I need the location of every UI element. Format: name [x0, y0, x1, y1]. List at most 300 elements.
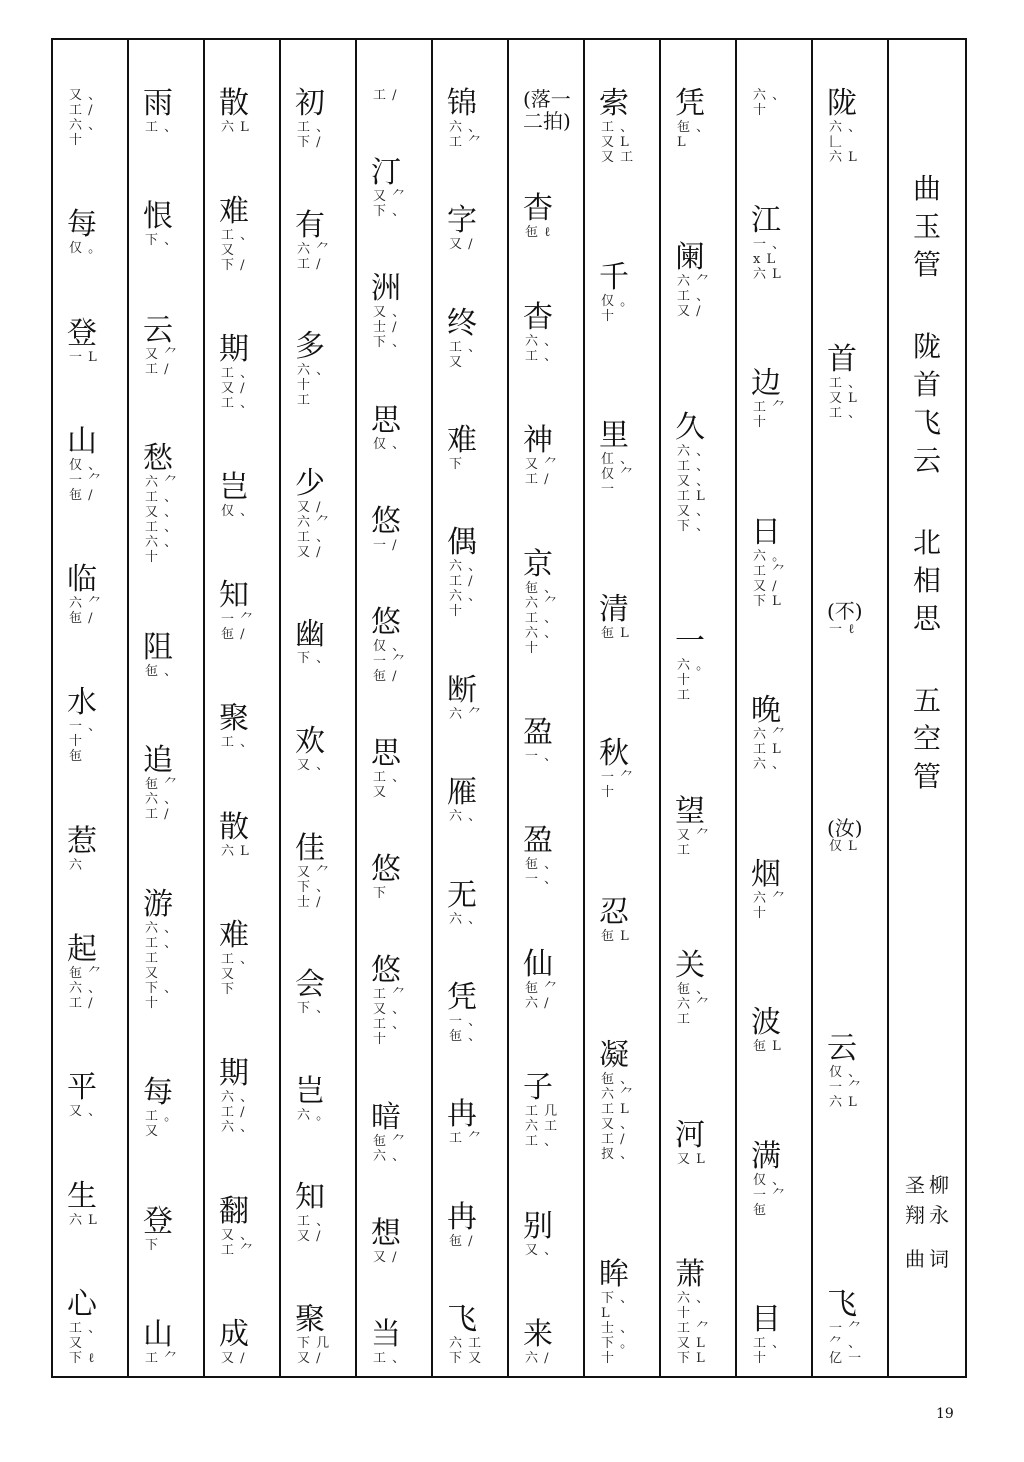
- gongche-notation: 六 、: [297, 363, 331, 379]
- gongche-notation: 六 、: [221, 1119, 255, 1135]
- lyric-char: 岂: [219, 470, 249, 506]
- title-char: 空: [912, 722, 941, 755]
- lyric-unit: [67, 1286, 103, 1366]
- score-column-7: [357, 40, 433, 1376]
- gongche-notation: 㐌 、: [601, 1072, 635, 1088]
- gongche-notation: 六 、: [69, 118, 103, 133]
- gongche-notation: 工 ⺈: [373, 987, 407, 1003]
- gongche-notation: 又: [449, 354, 464, 370]
- lyricist-credit: [929, 1170, 949, 1274]
- gongche-notation: 又 、: [297, 757, 331, 773]
- lyric-unit: [827, 88, 862, 165]
- gongche-notation: 又 工: [601, 150, 635, 165]
- lyric-unit: [371, 955, 406, 1047]
- lyric-unit: [447, 877, 483, 927]
- lyric-char: 水: [67, 685, 97, 721]
- gongche-notation: 十: [449, 604, 464, 620]
- gongche-notation: 又 ⺈: [677, 827, 711, 843]
- lyric-char: 雁: [447, 775, 477, 811]
- lyric-unit: [827, 1030, 863, 1110]
- gongche-notation: 十: [601, 308, 616, 324]
- lyric-unit: [675, 793, 711, 858]
- gongche-notation: 㐌 L: [601, 626, 630, 642]
- gongche-notation: 六 工: [525, 1119, 559, 1135]
- gongche-notation: 下 、: [297, 651, 331, 667]
- lyric-unit: [371, 88, 398, 103]
- gongche-notation: 下 、: [677, 518, 711, 534]
- lyric-unit: [371, 738, 406, 800]
- lyric-unit: [67, 823, 97, 873]
- lyric-char: 江: [751, 202, 781, 238]
- gongche-notation: 下: [145, 1237, 160, 1253]
- gongche-notation: 一 ⺈: [829, 1320, 863, 1336]
- gongche-notation: 工 /: [69, 103, 94, 118]
- gongche-notation: 工 /: [221, 1104, 246, 1120]
- gongche-notation: 下: [221, 981, 236, 997]
- lyric-char: 仙: [523, 946, 553, 982]
- gongche-notation: 十: [753, 415, 768, 430]
- gongche-notation: 十: [677, 1305, 692, 1321]
- gongche-notation: 十: [297, 378, 312, 394]
- lyric-char: 烟: [751, 856, 781, 892]
- gongche-notation: 又: [69, 1335, 84, 1351]
- gongche-notation: 工 、: [221, 396, 255, 412]
- gongche-notation: 工 、: [221, 951, 255, 967]
- lyric-unit: [295, 207, 331, 272]
- gongche-notation: 仜 、: [601, 452, 635, 468]
- score-column-8: [281, 40, 357, 1376]
- composer-credit: [905, 1170, 925, 1274]
- gongche-notation: 𠃊: [829, 135, 844, 150]
- lyric-unit: [295, 723, 331, 773]
- gongche-notation: 下 、: [373, 204, 407, 220]
- lyric-char: 岂: [295, 1073, 325, 1109]
- gongche-notation: 㐌: [69, 749, 84, 765]
- gongche-notation: 六 ⺈: [297, 241, 331, 257]
- title-line-3: [913, 524, 941, 638]
- gongche-notation: 一 L: [69, 349, 98, 365]
- gongche-notation: 工 、: [525, 348, 559, 364]
- gongche-notation: 十: [753, 103, 768, 118]
- title-char: 玉: [912, 210, 941, 243]
- lyric-char: 悠: [371, 953, 401, 989]
- lyric-char: 幽: [295, 617, 325, 653]
- lyric-char: 盈: [523, 714, 553, 750]
- gongche-notation: L: [677, 135, 687, 150]
- gongche-notation: 六 、: [677, 443, 711, 459]
- lyric-char: 凭: [675, 86, 705, 121]
- gongche-notation: 十: [69, 734, 84, 750]
- gongche-notation: 六 、: [753, 757, 787, 772]
- gongche-notation: 又 ⺈: [145, 346, 179, 362]
- gongche-notation: 又 、: [677, 503, 711, 519]
- lyric-char: 陇: [827, 86, 857, 121]
- gongche-notation: 十: [601, 1350, 616, 1366]
- lyric-char: (不): [827, 599, 863, 624]
- lyric-unit: [143, 88, 178, 135]
- gongche-notation: 㐌 、: [677, 120, 711, 135]
- gongche-notation: 一 ⺈: [753, 1187, 787, 1203]
- gongche-notation: 仅 。: [69, 241, 103, 257]
- gongche-notation: 一 ⺈: [221, 612, 255, 628]
- lyric-unit: [143, 1316, 179, 1366]
- gongche-notation: 十: [145, 995, 160, 1011]
- gongche-notation: 工 /: [373, 88, 398, 103]
- gongche-notation: 又 /: [297, 499, 322, 515]
- lyric-unit: [523, 1072, 558, 1149]
- gongche-notation: 工 、: [373, 770, 407, 786]
- lyric-unit: [219, 809, 250, 859]
- gongche-notation: 六 L: [221, 120, 250, 135]
- gongche-notation: 工 ⺈: [753, 400, 787, 415]
- lyric-unit: [599, 894, 630, 944]
- gongche-notation: 十: [145, 550, 160, 566]
- lyric-char: 会: [295, 967, 325, 1003]
- gongche-notation: 又 /: [221, 381, 246, 397]
- gongche-notation: 又 /: [297, 544, 322, 560]
- gongche-notation: 六 、: [449, 809, 483, 825]
- lyric-char: 知: [219, 578, 249, 614]
- gongche-notation: 又 /: [221, 1350, 246, 1366]
- gongche-notation: 六 L: [69, 1212, 98, 1228]
- gongche-notation: 士 、: [601, 1320, 635, 1336]
- gongche-notation: 下 、: [145, 980, 179, 996]
- gongche-notation: 㐌 ℓ: [525, 225, 552, 241]
- gongche-notation: 又 L: [601, 135, 630, 150]
- lyric-char: 思: [371, 736, 401, 772]
- lyric-char: 锦: [447, 86, 477, 121]
- lyric-char: 每: [67, 207, 97, 243]
- gongche-notation: 十: [677, 673, 692, 689]
- lyric-unit: [67, 209, 102, 256]
- gongche-notation: 工 、: [297, 1214, 331, 1230]
- score-frame: [51, 38, 967, 1378]
- gongche-notation: 六 L: [753, 266, 782, 282]
- lyric-char: 聚: [219, 701, 249, 737]
- lyric-char: 终: [447, 305, 477, 341]
- gongche-notation: 㐌: [753, 1202, 768, 1218]
- lyric-char: 别: [523, 1208, 553, 1244]
- gongche-notation: 下 又: [449, 1350, 483, 1366]
- gongche-notation: 士 /: [373, 320, 398, 336]
- lyric-unit: [219, 88, 250, 135]
- lyric-char: 期: [219, 1055, 249, 1091]
- lyric-char: 难: [219, 917, 249, 953]
- lyric-unit: [295, 969, 330, 1016]
- gongche-notation: 仅 L: [829, 838, 858, 854]
- gongche-notation: 仅 ⺈: [601, 467, 635, 483]
- gongche-notation: 仅 、: [69, 457, 103, 473]
- gongche-notation: 下 /: [221, 258, 246, 274]
- score-column-10: [129, 40, 205, 1376]
- lyric-unit: [675, 88, 710, 150]
- lyric-unit: [447, 527, 482, 619]
- gongche-notation: 又 L: [677, 1335, 706, 1351]
- lyric-char: 冉: [447, 1097, 477, 1133]
- lyric-unit: [143, 1077, 178, 1139]
- page-number: 19: [936, 1406, 954, 1422]
- lyric-unit: [295, 465, 331, 560]
- title-char: 柳: [929, 1173, 949, 1197]
- lyric-char: 雨: [143, 86, 173, 121]
- lyric-unit: [447, 1099, 482, 1146]
- title-char: 管: [912, 248, 941, 281]
- lyric-char: 山: [143, 1316, 173, 1352]
- lyric-unit: [371, 854, 401, 901]
- gongche-notation: 又: [145, 1124, 160, 1140]
- lyric-char: 悠: [371, 852, 401, 888]
- gongche-notation: 又 、: [69, 88, 103, 103]
- gongche-notation: 工 、: [69, 1320, 103, 1336]
- gongche-notation: 士 /: [297, 894, 322, 910]
- gongche-notation: 六 ⺈: [449, 706, 483, 722]
- lyric-unit: [219, 1055, 255, 1135]
- lyric-unit: [143, 201, 178, 248]
- title-char: 五: [912, 684, 941, 717]
- gongche-notation: 六 。: [297, 1107, 331, 1123]
- lyric-char: 杳: [523, 299, 553, 335]
- gongche-notation: 六 /: [525, 995, 550, 1011]
- lyric-unit: [523, 714, 559, 764]
- gongche-notation: 仅 、: [753, 1172, 787, 1188]
- gongche-notation: 㐌 /: [69, 487, 94, 503]
- lyric-char: 凭: [447, 979, 477, 1015]
- gongche-notation: 六 、: [829, 120, 863, 135]
- gongche-notation: 扠 、: [601, 1147, 635, 1163]
- lyric-unit: [675, 1117, 706, 1167]
- gongche-notation: 六 、: [145, 792, 179, 808]
- lyric-char: 凝: [599, 1038, 629, 1074]
- lyric-unit: [219, 580, 254, 642]
- lyric-char: 子: [523, 1070, 553, 1106]
- gongche-notation: 又 、: [525, 1242, 559, 1258]
- lyric-char: 一: [675, 624, 705, 660]
- lyric-char: 忍: [599, 894, 629, 930]
- gongche-notation: 㐌 L: [753, 1039, 782, 1054]
- gongche-notation: 㐌 ⺈: [525, 980, 559, 996]
- gongche-notation: 工 、: [601, 120, 635, 135]
- gongche-notation: 又: [145, 965, 160, 981]
- lyric-unit: [751, 1007, 782, 1054]
- lyric-char: 冉: [447, 1199, 477, 1235]
- gongche-notation: 仅 、: [829, 1064, 863, 1080]
- lyric-char: 边: [751, 366, 781, 401]
- gongche-notation: 又 、: [677, 473, 711, 489]
- lyric-char: 飞: [447, 1301, 477, 1337]
- lyric-unit: [143, 312, 179, 377]
- gongche-notation: 工 、: [145, 520, 179, 536]
- gongche-notation: 六 、: [677, 1290, 711, 1306]
- lyric-unit: [751, 1304, 786, 1366]
- gongche-notation: 工 、: [297, 120, 331, 135]
- gongche-notation: 六 、: [525, 333, 559, 349]
- lyric-char: 恨: [143, 199, 173, 235]
- lyric-char: 有: [295, 207, 325, 243]
- lyric-unit: [675, 626, 710, 703]
- lyric-char: 心: [67, 1286, 97, 1322]
- gongche-notation: 工 、: [449, 339, 483, 355]
- title-char: 飞: [912, 406, 941, 439]
- gongche-notation: 又 /: [373, 1249, 398, 1265]
- gongche-notation: 下 、: [297, 879, 331, 895]
- lyric-unit: [599, 1256, 635, 1366]
- title-line-2: [913, 328, 941, 480]
- gongche-notation: 下 、: [297, 1001, 331, 1017]
- gongche-notation: 下 L: [677, 1350, 706, 1366]
- lyric-char: 欢: [295, 723, 325, 759]
- gongche-notation: 㐌 、: [145, 663, 179, 679]
- gongche-notation: 又 /: [753, 578, 778, 594]
- lyric-char: 里: [599, 418, 629, 454]
- gongche-notation: 六 L: [829, 1094, 858, 1110]
- lyric-char: 杳: [523, 191, 553, 227]
- lyric-unit: [675, 409, 711, 534]
- gongche-notation: 一 /: [373, 537, 398, 553]
- lyric-unit: [67, 564, 102, 626]
- lyric-char: 目: [751, 1302, 781, 1337]
- gongche-notation: 㐌 、: [449, 1028, 483, 1044]
- gongche-notation: 工 /: [449, 574, 474, 590]
- lyric-char: 佳: [295, 830, 325, 866]
- lyric-char: 汀: [371, 155, 401, 191]
- gongche-notation: 又 、: [221, 1227, 255, 1243]
- credits: [889, 1170, 965, 1274]
- lyric-char: 难: [219, 194, 249, 230]
- gongche-notation: 又 /: [297, 1350, 322, 1366]
- gongche-notation: 六 、: [449, 589, 483, 605]
- score-column-2: [737, 40, 813, 1376]
- lyric-unit: [751, 695, 786, 772]
- gongche-notation: 亿 一: [829, 1350, 863, 1366]
- gongche-notation: 又 、: [373, 1002, 407, 1018]
- gongche-notation: 工 、: [829, 376, 863, 392]
- lyric-char: 游: [143, 886, 173, 922]
- lyric-unit: [295, 830, 331, 910]
- lyric-unit: [599, 1040, 634, 1162]
- lyric-char: 关: [675, 948, 705, 984]
- gongche-notation: 工 、: [525, 1134, 559, 1150]
- gongche-notation: 工 、: [221, 735, 255, 751]
- gongche-notation: 工 ⺈: [221, 1242, 255, 1258]
- lyric-unit: [523, 1316, 553, 1366]
- lyric-char: 平: [67, 1070, 97, 1106]
- lyric-unit: [447, 979, 483, 1044]
- lyric-char: 登: [143, 1203, 173, 1239]
- lyric-char: 愁: [143, 441, 173, 477]
- lyric-unit: [219, 1316, 249, 1366]
- lyric-unit: [751, 856, 787, 921]
- lyric-char: 成: [219, 1316, 249, 1352]
- lyric-char: 想: [371, 1215, 401, 1251]
- gongche-notation: 十: [601, 784, 616, 800]
- gongche-notation: 工 、: [221, 366, 255, 382]
- gongche-notation: 一 ⺈: [373, 653, 407, 669]
- lyric-unit: [447, 672, 483, 722]
- gongche-notation: 又 /: [449, 237, 474, 253]
- lyric-char: 神: [523, 423, 553, 459]
- lyric-unit: [219, 196, 254, 273]
- lyric-char: 起: [67, 932, 97, 968]
- lyric-char: 偶: [447, 525, 477, 561]
- lyric-char: 多: [295, 329, 325, 365]
- lyric-char: 初: [295, 86, 325, 121]
- lyric-unit: [827, 1286, 863, 1366]
- lyric-char: 阻: [143, 629, 173, 665]
- gongche-notation: 工: [677, 1012, 692, 1028]
- gongche-notation: 工 L: [601, 1102, 630, 1118]
- gongche-notation: 下: [449, 457, 464, 473]
- gongche-notation: 工 、: [829, 406, 863, 422]
- lyric-unit: [219, 1193, 255, 1258]
- gongche-notation: 工: [297, 393, 312, 409]
- gongche-notation: 工 /: [601, 1132, 626, 1148]
- gongche-notation: 又 L: [677, 1151, 706, 1167]
- gongche-notation: 六: [69, 857, 84, 873]
- gongche-notation: 工 、: [677, 289, 711, 305]
- lyric-unit: [295, 1182, 330, 1244]
- lyric-char: 河: [675, 1117, 705, 1153]
- gongche-notation: 六 ⺈: [145, 475, 179, 491]
- gongche-notation: 工 /: [145, 807, 170, 823]
- gongche-notation: 又 /: [677, 304, 702, 320]
- gongche-notation: 工 、: [145, 490, 179, 506]
- gongche-notation: 㐌 、: [677, 982, 711, 998]
- gongche-notation: 工 。: [145, 1109, 179, 1125]
- gongche-notation: 一 ⺈: [601, 769, 635, 785]
- lyric-unit: [827, 344, 862, 421]
- lyric-char: 惹: [67, 823, 97, 859]
- gongche-notation: 六 、: [69, 981, 103, 997]
- title-char: 曲: [912, 172, 941, 205]
- lyric-unit: [523, 299, 559, 364]
- title-char: 管: [912, 760, 941, 793]
- score-column-6: [433, 40, 509, 1376]
- gongche-notation: 又 、: [601, 1117, 635, 1133]
- gongche-notation: 又 、: [69, 1104, 103, 1120]
- lyric-char: 久: [675, 409, 705, 445]
- lyric-unit: [371, 1099, 407, 1164]
- lyric-char: 散: [219, 86, 249, 121]
- lyric-unit: [523, 88, 583, 132]
- gongche-notation: 㐌 /: [221, 627, 246, 643]
- gongche-notation: 一 、: [449, 1013, 483, 1029]
- lyric-char: 云: [827, 1030, 857, 1066]
- lyric-unit: [599, 420, 634, 497]
- gongche-notation: 又: [221, 966, 236, 982]
- gongche-notation: 六 、: [145, 535, 179, 551]
- gongche-notation: 工 、: [221, 228, 255, 244]
- gongche-notation: 六 工: [449, 1335, 483, 1351]
- lyric-unit: [371, 402, 407, 452]
- lyric-unit: [447, 205, 477, 252]
- gongche-notation: 工 、: [753, 1336, 787, 1351]
- gongche-notation: 㐌 、: [525, 857, 559, 873]
- lyric-char: 期: [219, 332, 249, 368]
- lyric-unit: [675, 1256, 711, 1366]
- lyric-char: 无: [447, 877, 477, 913]
- lyric-unit: [751, 1138, 787, 1218]
- lyric-unit: [67, 423, 103, 503]
- gongche-notation: 六 L: [221, 843, 250, 859]
- gongche-notation: 十: [69, 133, 84, 148]
- lyric-char: 洲: [371, 271, 401, 307]
- lyric-unit: [447, 777, 482, 824]
- gongche-notation: ⺈ 、: [829, 1335, 863, 1351]
- score-column-5: [509, 40, 585, 1376]
- lyric-char: 秋: [599, 735, 629, 771]
- lyric-char: 字: [447, 203, 477, 239]
- lyric-char: 登: [67, 315, 97, 351]
